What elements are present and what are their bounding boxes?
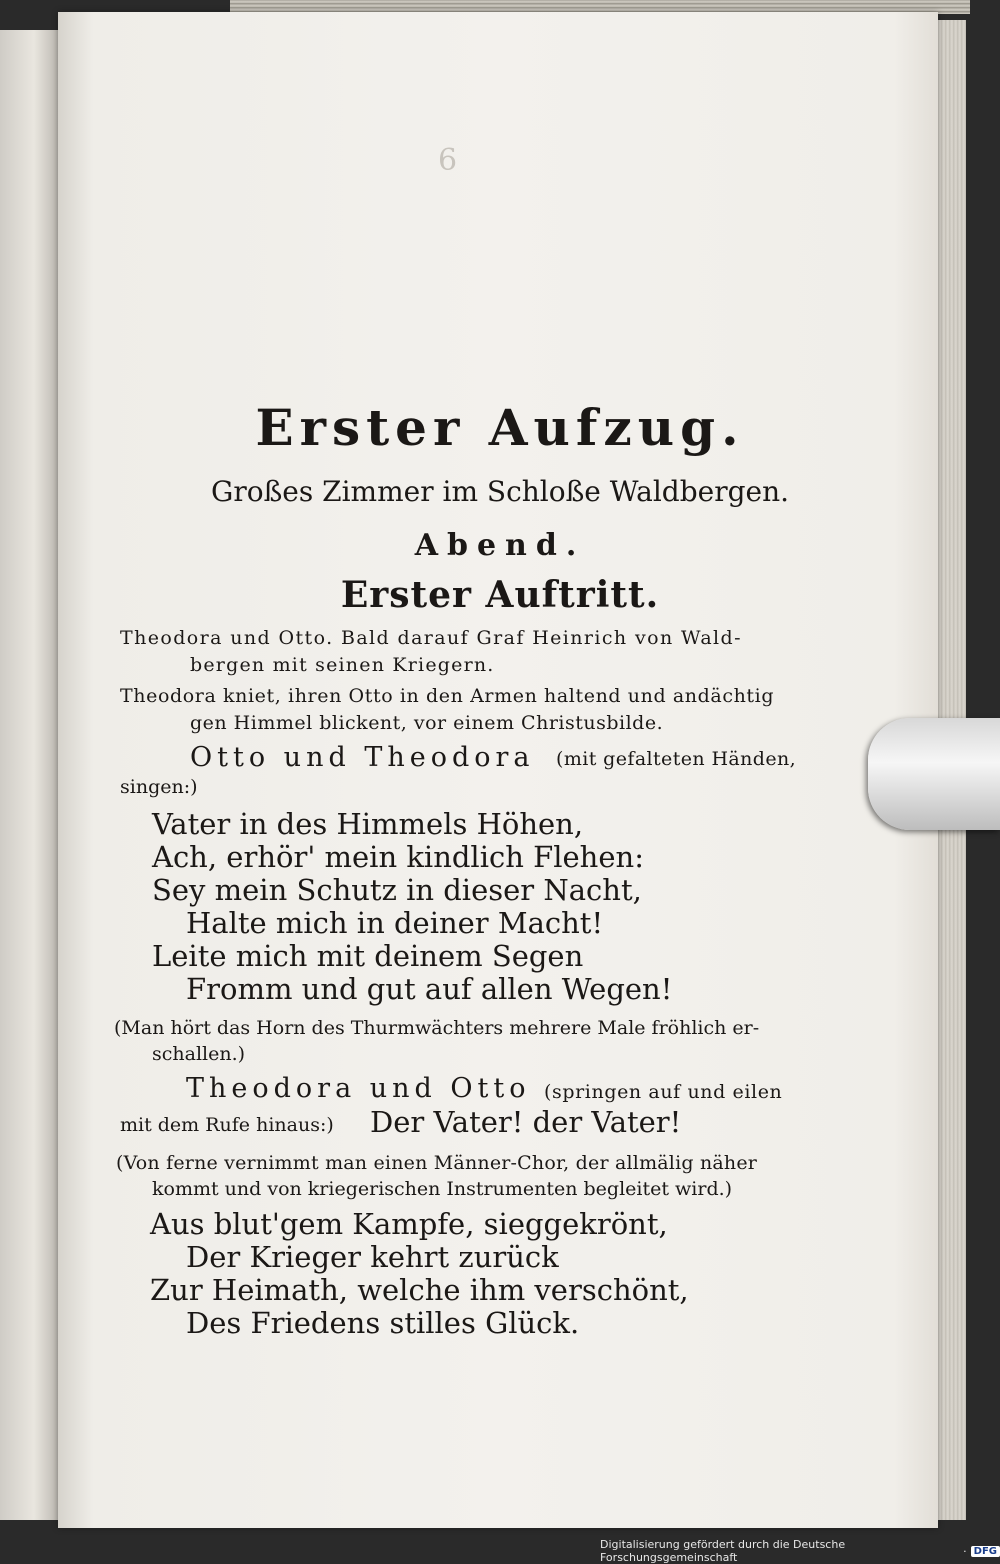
speaker-name: Otto und Theodora — [190, 742, 535, 773]
facing-page-edge — [0, 30, 62, 1520]
verse-line: Der Krieger kehrt zurück — [186, 1240, 559, 1274]
stage-direction: schallen.) — [152, 1043, 246, 1065]
scene-time: Abend. — [414, 528, 586, 563]
stage-direction: mit dem Rufe hinaus:) — [120, 1114, 334, 1136]
verse-line: Ach, erhör' mein kindlich Flehen: — [152, 840, 644, 874]
verse-line: Leite mich mit deinem Segen — [152, 939, 584, 973]
verse-line: Vater in des Himmels Höhen, — [152, 807, 584, 841]
verse-line: Sey mein Schutz in dieser Nacht, — [152, 873, 642, 907]
spoken-line: Der Vater! der Vater! — [370, 1105, 682, 1139]
digitization-footer: Digitalisierung gefördert durch die Deutsche Forschungsgemeinschaft · DFG — [600, 1543, 1000, 1559]
speaker-name: Theodora und Otto — [186, 1073, 531, 1104]
characters-line: Theodora und Otto. Bald darauf Graf Heinrich von Wald- — [120, 627, 742, 649]
verse-line: Halte mich in deiner Macht! — [186, 906, 604, 940]
page-number: 6 — [438, 143, 458, 178]
stage-direction: Theodora kniet, ihren Otto in den Armen haltend und andächtig — [120, 685, 775, 707]
verse-line: Des Friedens stilles Glück. — [186, 1306, 580, 1340]
stage-direction: gen Himmel blickent, vor einem Christusbilde. — [190, 712, 664, 734]
footer-credit: Digitalisierung gefördert durch die Deutsche Forschungsgemeinschaft — [600, 1538, 846, 1564]
scene-heading: Erster Auftritt. — [340, 574, 660, 616]
verse-line: Zur Heimath, welche ihm verschönt, — [150, 1273, 689, 1307]
stage-direction: (Man hört das Horn des Thurmwächters mehrere Male fröhlich er- — [114, 1017, 760, 1039]
stage-direction: singen:) — [120, 776, 198, 798]
stage-direction: (mit gefalteten Händen, — [556, 748, 797, 770]
stage-direction: (Von ferne vernimmt man einen Männer-Chor, der allmälig näher — [116, 1152, 758, 1174]
characters-line: bergen mit seinen Kriegern. — [190, 654, 495, 676]
verse-line: Aus blut'gem Kampfe, sieggekrönt, — [150, 1207, 668, 1241]
dfg-logo: DFG — [971, 1546, 1000, 1557]
verse-line: Fromm und gut auf allen Wegen! — [186, 972, 673, 1006]
stage-direction: (springen auf und eilen — [544, 1081, 783, 1103]
act-heading: Erster Aufzug. — [255, 398, 745, 457]
bookmark-clip — [868, 718, 1000, 830]
stage-direction: kommt und von kriegerischen Instrumenten begleitet wird.) — [152, 1178, 733, 1200]
scene-setting: Großes Zimmer im Schloße Waldbergen. — [210, 475, 790, 508]
